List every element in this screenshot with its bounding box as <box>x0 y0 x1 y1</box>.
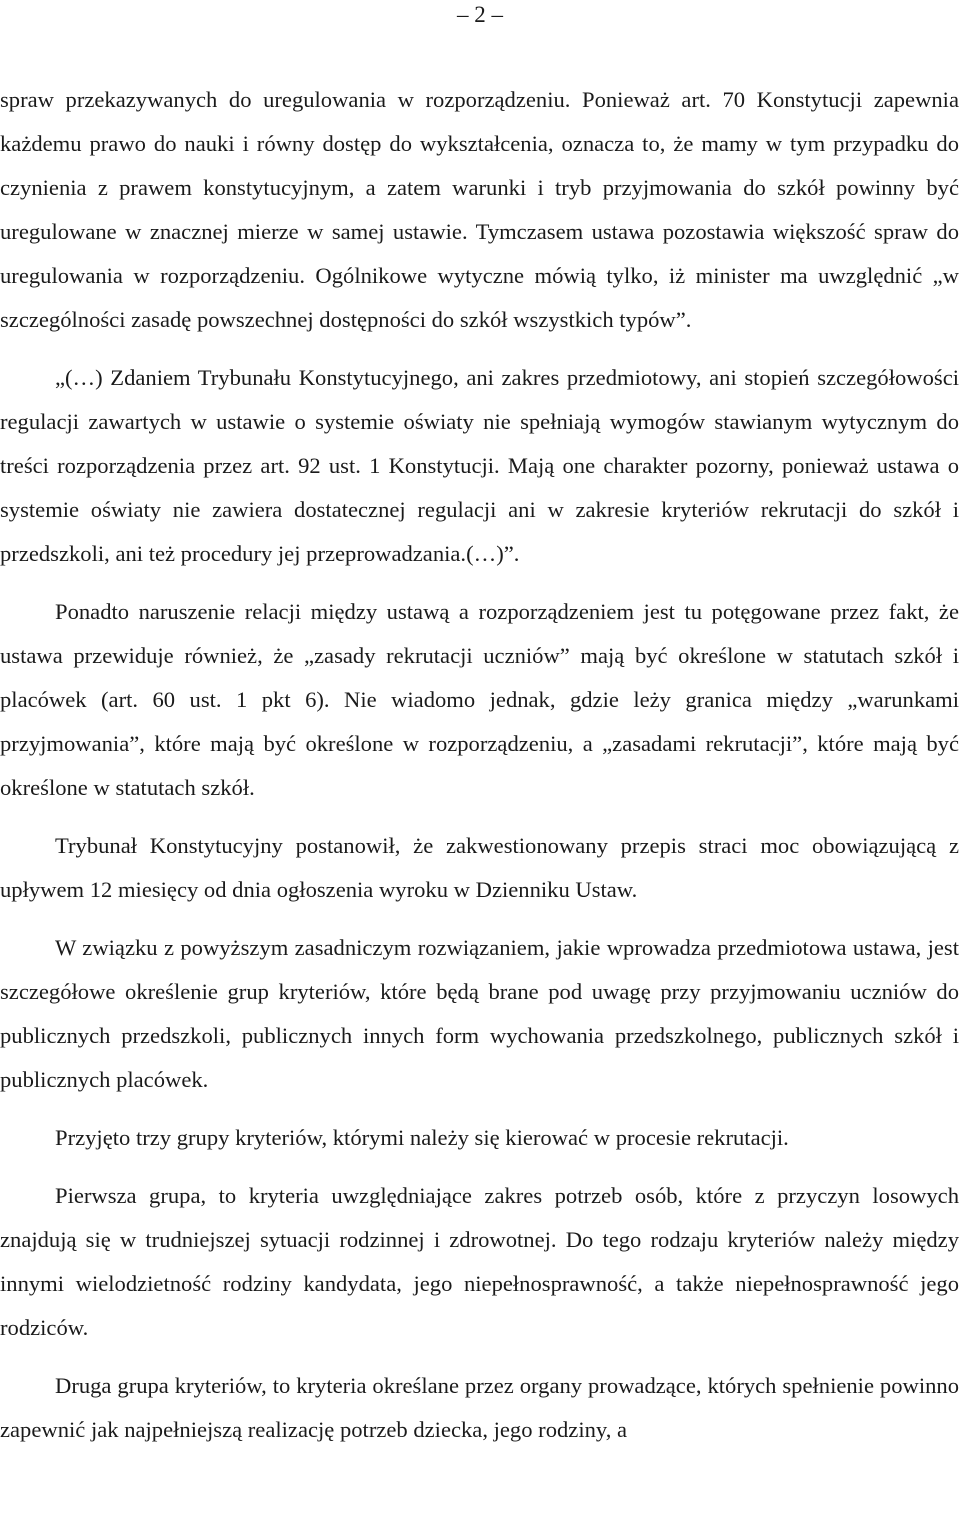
paragraph-6: Przyjęto trzy grupy kryteriów, którymi należy się kierować w procesie rekrutacji. <box>55 1125 789 1150</box>
paragraph-7: Pierwsza grupa, to kryteria uwzględniające zakres potrzeb osób, które z przyczyn losowych znajdują się w trudniejszej sytuacji rodzinnej i zdrowotnej. Do tego rodzaju kryteriów należy między innymi wielodzietność rodziny kandydata, jego niepełnosprawność, a także niepełnosprawność jego rodziców. <box>0 1183 959 1340</box>
paragraph-3: Ponadto naruszenie relacji między ustawą a rozporządzeniem jest tu potęgowane przez fakt, że ustawa przewiduje również, że „zasady rekrutacji uczniów” mają być określone w statutach szkół i placówek (art. 60 ust. 1 pkt 6). Nie wiadomo jednak, gdzie leży granica między „warunkami przyjmowania”, które mają być określone w rozporządzeniu, a „zasadami rekrutacji”, które mają być określone w statutach szkół. <box>0 599 959 800</box>
paragraph-8: Druga grupa kryteriów, to kryteria określane przez organy prowadzące, których spełnienie powinno zapewnić jak najpełniejszą realizację potrzeb dziecka, jego rodziny, a <box>0 1373 959 1442</box>
paragraph-5: W związku z powyższym zasadniczym rozwiązaniem, jakie wprowadza przedmiotowa ustawa, jest szczegółowe określenie grup kryteriów, które będą brane pod uwagę przy przyjmowaniu uczniów do publicznych przedszkoli, publicznych innych form wychowania przedszkolnego, publicznych szkół i publicznych placówek. <box>0 935 959 1092</box>
page-number: – 2 – <box>457 2 503 27</box>
paragraph-2-quote: „(…) Zdaniem Trybunału Konstytucyjnego, ani zakres przedmiotowy, ani stopień szczegółowości regulacji zawartych w ustawie o systemie oświaty nie spełniają wymogów stawianym wytycznym do treści rozporządzenia przez art. 92 ust. 1 Konstytucji. Mają one charakter pozorny, ponieważ ustawa o systemie oświaty nie zawiera dostatecznej regulacji ani w zakresie kryteriów rekrutacji do szkół i przedszkoli, ani też procedury jej przeprowadzania.(…)”. <box>0 365 959 566</box>
paragraph-4: Trybunał Konstytucyjny postanowił, że zakwestionowany przepis straci moc obowiązującą z upływem 12 miesięcy od dnia ogłoszenia wyroku w Dzienniku Ustaw. <box>0 833 959 902</box>
paragraph-1: spraw przekazywanych do uregulowania w rozporządzeniu. Ponieważ art. 70 Konstytucji zapewnia każdemu prawo do nauki i równy dostęp do wykształcenia, oznacza to, że mamy w tym przypadku do czynienia z prawem konstytucyjnym, a zatem warunki i tryb przyjmowania do szkół powinny być uregulowane w znacznej mierze w samej ustawie. Tymczasem ustawa pozostawia większość spraw do uregulowania w rozporządzeniu. Ogólnikowe wytyczne mówią tylko, iż minister ma uwzględnić „w szczególności zasadę powszechnej dostępności do szkół wszystkich typów”. <box>0 87 959 332</box>
document-body <box>0 78 959 1452</box>
